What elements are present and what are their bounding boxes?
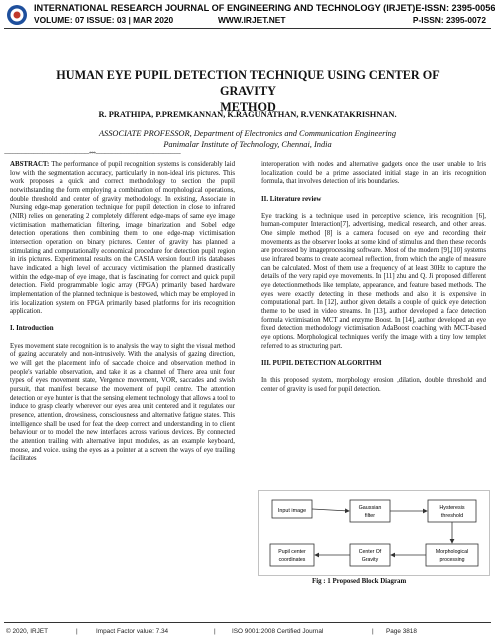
intro-heading: I. Introduction: [10, 325, 54, 333]
left-column: [10, 161, 235, 464]
footer-page-number: Page 3818: [386, 628, 417, 635]
intro-body: Eyes movement state recognition is to analysis the way to sight the visual method of gazing accurately and non-intrusively. With the analysis of gazing direction, we will get the placement info of saccade choice and observation method in people's variable observation, and take it as a channel of There area unit four types of eyes movement state, Vergence movement, VOR, saccades and swish pursuit, that manifest because the movement of pupil centre. The attention detection or eye hunter is that the sensing element technology that allows a tool to induce to grasp clearly wherever our eyes area unit centered and it regulates our presence, attention, drowsiness, consciousness and alternative fatigue states. This intelligence shall be used for feat the deep correct and understanding in to client behaviour or to model the new interfaces across various devices. By connected the attention trailing with alternative input modules, as an example keyboard, mouse, and voice. using the eyes as a pointer at a screen the ways of eye trailing facilitates: [10, 342, 235, 463]
block-pupil-center: [270, 544, 314, 566]
affiliation: [20, 128, 475, 150]
svg-text:Hysteresis: Hysteresis: [439, 505, 465, 511]
svg-text:Gaussian: Gaussian: [358, 505, 382, 511]
block-morphological-processing: [426, 544, 478, 566]
section-separator: ---------------------------------------------------------------------***---------------------------------------------------------------------: [4, 151, 181, 157]
algorithm-heading: III. PUPIL DETECTION ALGORITHM: [261, 359, 382, 367]
svg-text:Input image: Input image: [277, 508, 307, 514]
header-divider: [4, 28, 491, 29]
eissn: E-ISSN: 2395-0056: [415, 3, 495, 13]
svg-text:filter: filter: [364, 513, 376, 519]
block-gaussian-filter: [350, 500, 390, 522]
right-column: [261, 161, 486, 394]
authors: R. PRATHIPA, P.PREMKANNAN, K.RAGUNATHAN, R.VENKATAKRISHNAN.: [98, 110, 397, 119]
affiliation-line-1: ASSOCIATE PROFESSOR, Department of Electronics and Communication Engineering: [98, 129, 397, 138]
paper-title: [28, 67, 468, 115]
block-diagram: [258, 490, 490, 576]
footer-divider: [4, 622, 491, 623]
footer-copyright: © 2020, IRJET: [6, 628, 49, 635]
svg-text:Gravity: Gravity: [361, 557, 379, 563]
pissn: P-ISSN: 2395-0072: [412, 15, 486, 25]
svg-text:coordinates: coordinates: [278, 557, 306, 563]
literature-body: Eye tracking is a technique used in perceptive science, iris recognition [6], human-computer Interaction[7], advertising, medical research, and other areas. One simple method [8] is a camera focused on eye and recording their movements as the observer looks at some kind of stimulus and then these records are processed by imageprocessing software. Most of the modern [9],[10] systems use infrared beams to create acorneal reflection, from which the angle of measure can be calculated. Most of them use a frequency of at least 30Hz to capture the details of the very rapid eye movements. In [11] zhu and Q. Ji proposed different eye detectionmethods like template, appearance, and feature based methods. The eyes were exactly detecting in these methods and also it is expensive in computational part. In [12], author given details a couple of quick eye detection theme to be used in video streams. In [13], author developed a face detection formula victimisation MCT and enzyme Boost. In [14], author developed an eye fixed detection methodology victimisation AdaBoost coaching with MCT-based eye options. Morphological techniques verify the image with a tiny low templet referred to as structuring part.: [261, 212, 486, 350]
footer-impact-factor: Impact Factor value: 7.34: [96, 628, 169, 635]
svg-text:threshold: threshold: [440, 513, 464, 519]
figure-caption: Fig : 1 Proposed Block Diagram: [312, 578, 407, 585]
abstract-paragraph: [10, 161, 235, 317]
literature-heading: II. Literature review: [261, 195, 322, 203]
footer-sep-2: |: [214, 628, 216, 635]
footer-iso: ISO 9001:2008 Certified Journal: [232, 628, 324, 635]
svg-text:Morphological: Morphological: [435, 549, 469, 555]
affiliation-line-2: Panimalar Institute of Technology, Chennai, India: [163, 140, 332, 149]
title-line-1: HUMAN EYE PUPIL DETECTION TECHNIQUE USING CENTER OF GRAVITY: [56, 68, 440, 98]
svg-text:Pupil center: Pupil center: [278, 549, 306, 555]
footer-sep-1: |: [76, 628, 78, 635]
journal-header: [34, 3, 495, 13]
abstract-label: ABSTRACT:: [10, 161, 50, 168]
algorithm-body: In this proposed system, morphology erosion ,dilation, double threshold and center of gravity is used for pupil detection.: [261, 377, 486, 393]
svg-text:processing: processing: [439, 557, 465, 563]
block-hysteresis-threshold: [428, 500, 476, 522]
abstract-body: The performance of pupil recognition systems is considerably laid low with the segmentation accuracy, particularly in non-ideal iris pictures. This work proposes a quick and correct methodology to section the pupil notwithstanding the form employing a combination of morphological operations, double threshold and center of gravity methodology. In existing, Associate in Nursing edge-map generation technique for pupil detection in close to infrared (NIR) relies on generating 2 completely different edge-maps of same eye image victimisation mathematician filtering, image binarization and Sobel edge detection operations then combining them to one edge-map victimisation intersection operation on binary pictures. Center of gravity has planned a stimulating and computationally economical procedure for detection pupil region in iris pictures. Experimental results on the CASIA version four.0 iris databases have indicated a high level of accuracy victimisation the planned drastically within the edge-map of eye image, that is fascinating for correct and quick pupil detection. Field programmable logic array (FPGA) primarily based hardware implementation of the planned technique is bestowed, which may be employed in iris localization system on FPGA primarily based platforms for iris recognition application.: [10, 161, 236, 316]
title-line-2: METHOD: [220, 100, 276, 114]
intro-continuation: interoperation with nodes and alternative gadgets once the user unable to Iris localization could be a prime associated initial stage in an iris recognition formula, that involves detection of iris boundaries.: [261, 161, 486, 186]
block-input-image: [272, 500, 312, 518]
volume-issue: VOLUME: 07 ISSUE: 03 | MAR 2020: [34, 15, 174, 25]
block-center-of-gravity: [350, 544, 390, 566]
journal-name: INTERNATIONAL RESEARCH JOURNAL OF ENGINEERING AND TECHNOLOGY (IRJET): [34, 3, 416, 13]
footer-sep-3: |: [372, 628, 374, 635]
journal-url: WWW.IRJET.NET: [218, 15, 286, 25]
svg-text:Center Of: Center Of: [358, 549, 382, 555]
irjet-logo: [6, 4, 28, 26]
